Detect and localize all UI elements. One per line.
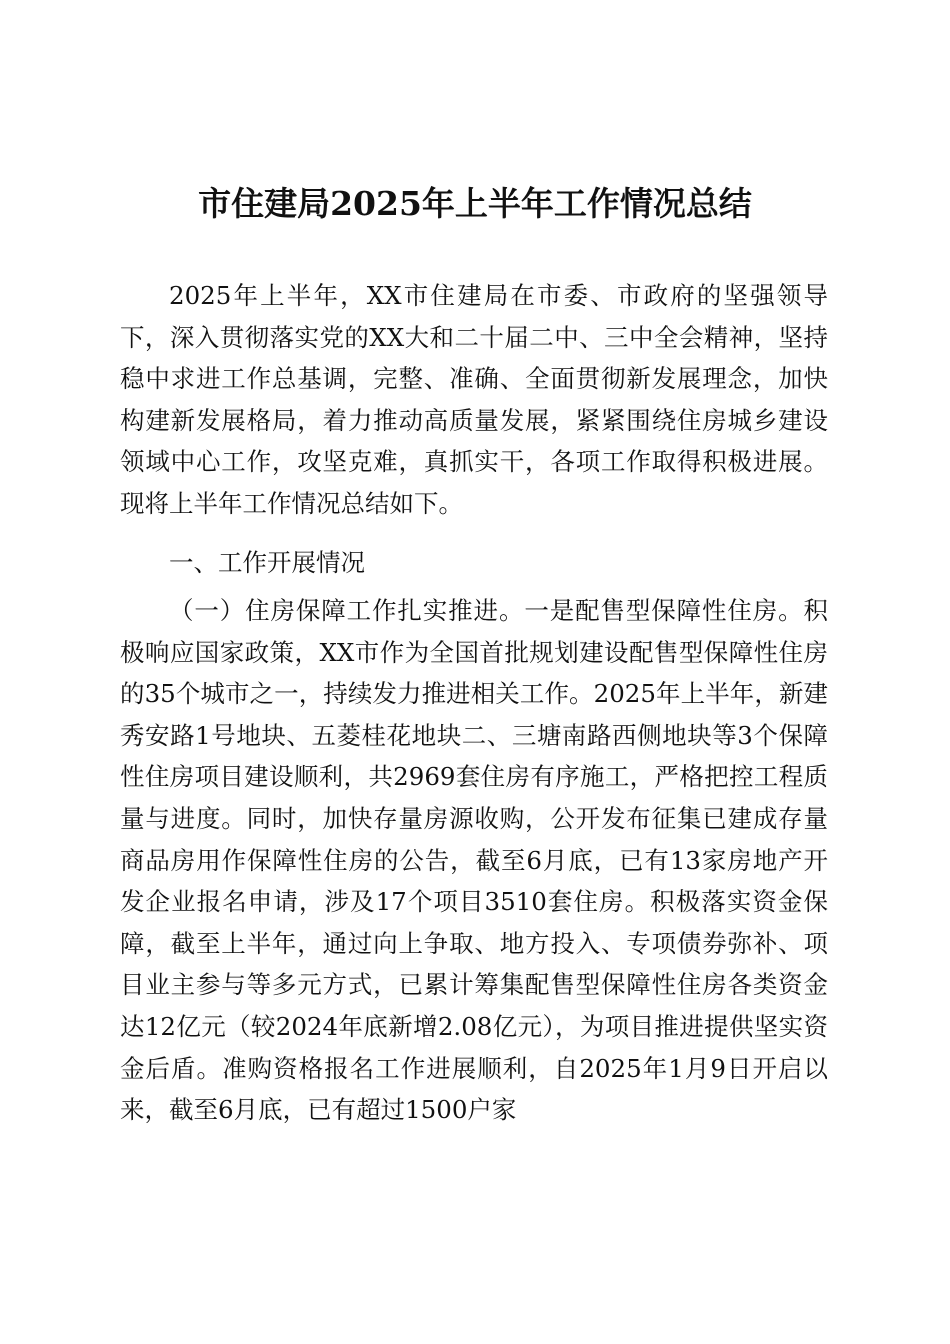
subsection-body: 一是配售型保障性住房。积极响应国家政策，XX市作为全国首批规划建设配售型保障性住房的35个城市之一，持续发力推进相关工作。2025年上半年，新建秀安路1号地块、五菱桂花地块二、三塘南路西侧地块等3个保障性住房项目建设顺利，共2969套住房有序施工，严格把控工程质量与进度。同时，加快存量房源收购，公开发布征集已建成存量商品房用作保障性住房的公告，截至6月底，已有13家房地产开发企业报名申请，涉及17个项目3510套住房。积极落实资金保障，截至上半年，通过向上争取、地方投入、专项债券弥补、项目业主参与等多元方式，已累计筹集配售型保障性住房各类资金达12亿元（较2024年底新增2.08亿元），为项目推进提供坚实资金后盾。准购资格报名工作进展顺利，自2025年1月9日开启以来，截至6月底，已有超过1500户家: [120, 596, 829, 1125]
subsection-heading: （一）住房保障工作扎实推进。: [169, 596, 525, 625]
housing-security-paragraph: [120, 590, 828, 1131]
intro-paragraph: 2025年上半年，XX市住建局在市委、市政府的坚强领导下，深入贯彻落实党的XX大和二十届二中、三中全会精神，坚持稳中求进工作总基调，完整、准确、全面贯彻新发展理念，加快构建新发展格局，着力推动高质量发展，紧紧围绕住房城乡建设领域中心工作，攻坚克难，真抓实干，各项工作取得积极进展。现将上半年工作情况总结如下。: [120, 281, 828, 518]
section-heading: 一、工作开展情况: [169, 548, 365, 577]
document-title: 市住建局2025年上半年工作情况总结: [198, 184, 752, 223]
